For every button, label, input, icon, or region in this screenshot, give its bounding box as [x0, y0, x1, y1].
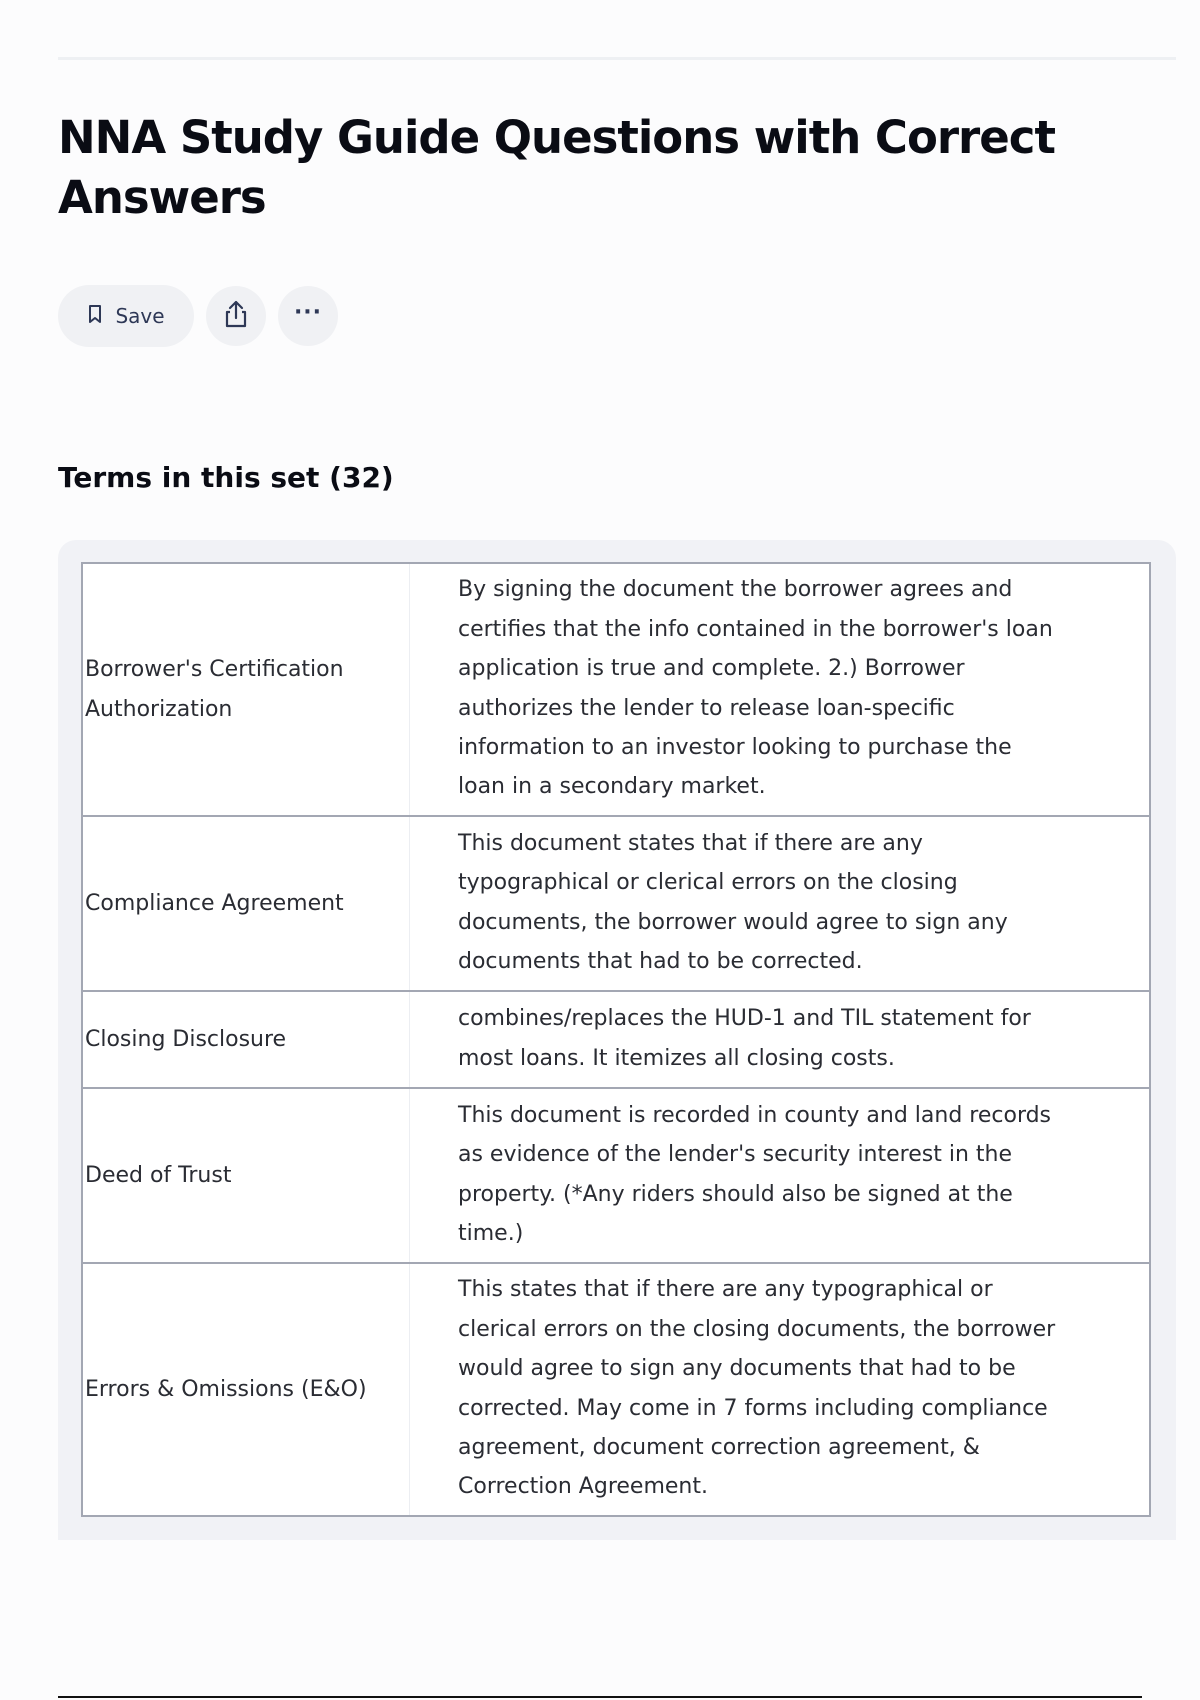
save-label: Save — [115, 304, 165, 328]
definition-cell: This document is recorded in county and land records as evidence of the lender's security interest in the property. (*Any riders should also be signed at the time.) — [410, 1088, 1151, 1263]
definition-cell: By signing the document the borrower agrees and certifies that the info contained in the borrower's loan application is true and complete. 2.) Borrower authorizes the lender to release loan-specific information to an investor looking to purchase the loan in a secondary market. — [410, 563, 1151, 816]
terms-table — [81, 562, 1151, 1517]
definition-cell: combines/replaces the HUD-1 and TIL statement for most loans. It itemizes all closing costs. — [410, 991, 1151, 1088]
table-row — [82, 1263, 1150, 1516]
definition-cell: This document states that if there are any typographical or clerical errors on the closing documents, the borrower would agree to sign any documents that had to be corrected. — [410, 816, 1151, 991]
term-cell: Deed of Trust — [82, 1088, 410, 1263]
term-cell: Borrower's Certification Authorization — [82, 563, 410, 816]
top-divider — [58, 57, 1176, 60]
term-cell: Compliance Agreement — [82, 816, 410, 991]
table-row — [82, 563, 1150, 816]
table-row — [82, 991, 1150, 1088]
table-row — [82, 1088, 1150, 1263]
save-button[interactable] — [58, 285, 194, 347]
share-icon — [223, 299, 249, 334]
action-bar — [58, 285, 338, 347]
more-options-button[interactable] — [278, 286, 338, 346]
bottom-divider — [58, 1696, 1142, 1698]
bookmark-icon — [87, 304, 103, 329]
terms-heading: Terms in this set (32) — [58, 461, 394, 494]
term-cell: Closing Disclosure — [82, 991, 410, 1088]
definition-cell: This states that if there are any typographical or clerical errors on the closing documents, the borrower would agree to sign any documents that had to be corrected. May come in 7 forms including compliance agreement, document correction agreement, & Correction Agreement. — [410, 1263, 1151, 1516]
share-button[interactable] — [206, 286, 266, 346]
more-dots-icon: ··· — [293, 300, 323, 325]
term-cell: Errors & Omissions (E&O) — [82, 1263, 410, 1516]
table-row — [82, 816, 1150, 991]
page-title: NNA Study Guide Questions with Correct Answers — [58, 111, 1055, 224]
